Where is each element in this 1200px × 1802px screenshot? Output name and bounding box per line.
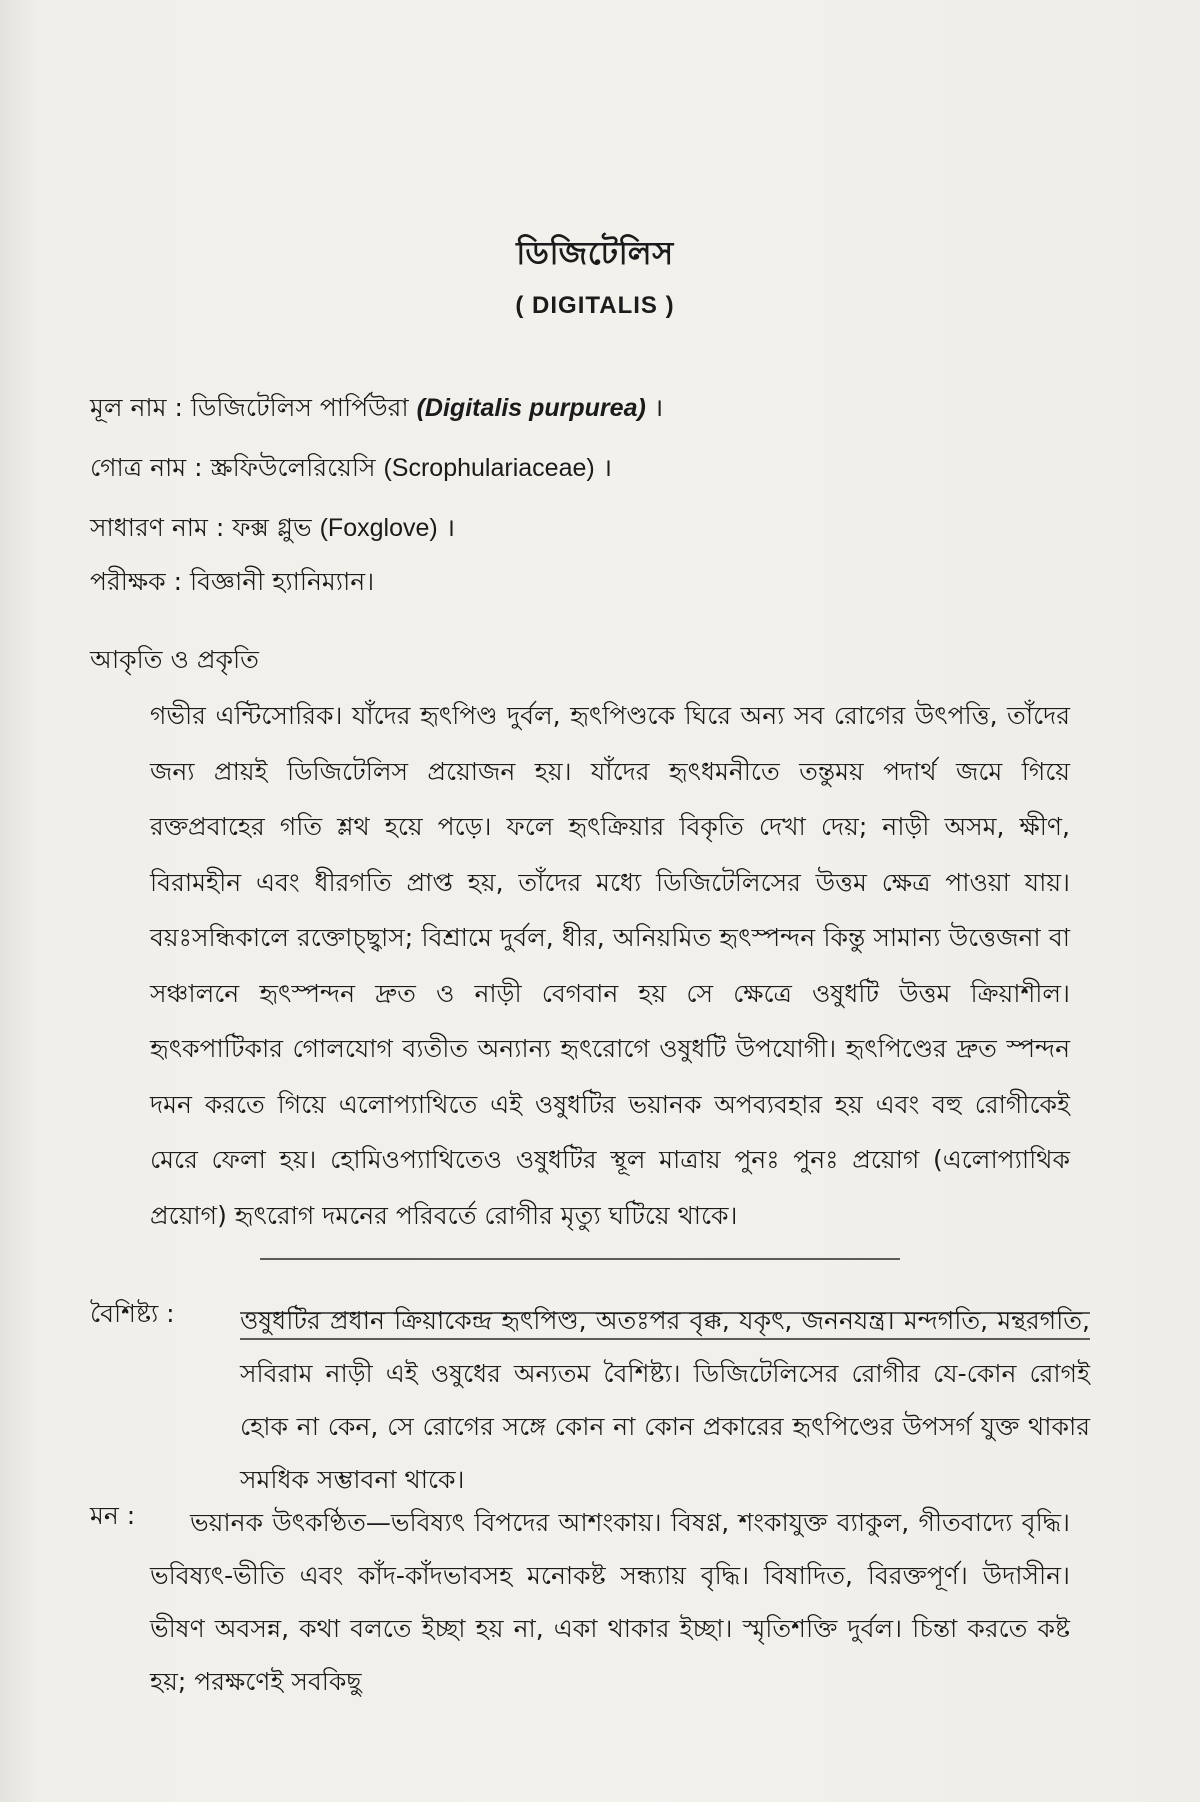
field-family-name-latin: (Scrophulariaceae) xyxy=(383,454,595,482)
field-common-name xyxy=(90,508,455,551)
paragraph-characteristic: ওষুধটির প্রধান ক্রিয়াকেন্দ্র হৃৎপিণ্ড, অতঃপর বৃক্ক, যকৃৎ, জননযন্ত্র। মন্দগতি, মন্থরগতি, সবিরাম নাড়ী এই ওষুধের অন্যতম বৈশিষ্ট্য। ডিজিটেলিসের রোগীর যে-কোন রোগই হোক না কেন, সে রোগের সঙ্গে কোন না কোন প্রকারের হৃৎপিণ্ডের উপসর্গ যুক্ত থাকার সমধিক সম্ভাবনা থাকে। xyxy=(240,1306,1090,1494)
field-common-name-english: (Foxglove) xyxy=(319,514,438,542)
field-family-name xyxy=(90,448,612,491)
field-original-name-end: । xyxy=(653,393,664,422)
page-title: ডিজিটেলিস xyxy=(516,234,674,272)
field-family-name-end: । xyxy=(602,453,613,482)
field-common-name-end: । xyxy=(445,513,456,542)
pen-underline xyxy=(260,1258,900,1260)
field-family-name-value: স্ক্রফিউলেরিয়েসি xyxy=(210,453,376,482)
field-common-name-value: ফক্স গ্লুভ xyxy=(232,513,312,542)
paragraph-mind-text: ভয়ানক উৎকণ্ঠিত—ভবিষ্যৎ বিপদের আশংকায়। বিষণ্ণ, শংকাযুক্ত ব্যাকুল, গীতবাদ্যে বৃদ্ধি। ভবিষ্যৎ-ভীতি এবং কাঁদ-কাঁদভাবসহ মনোকষ্ট সন্ধ্যায় বৃদ্ধি। বিষাদিত, বিরক্তপূর্ণ। উদাসীন। ভীষণ অবসন্ন, কথা বলতে ইচ্ছা হয় না, একা থাকার ইচ্ছা। স্মৃতিশক্তি দুর্বল। চিন্তা করতে কষ্ট হয়; পরক্ষণেই সবকিছু xyxy=(150,1508,1070,1696)
field-family-name-label: গোত্র নাম : xyxy=(90,453,203,482)
field-prover-label: পরীক্ষক : xyxy=(90,567,182,596)
field-original-name-latin: (Digitalis purpurea) xyxy=(416,394,646,422)
mind-label: মন : xyxy=(90,1501,136,1530)
field-prover-value: বিজ্ঞানী হ্যানিম্যান। xyxy=(189,567,375,596)
paragraph-nature: গভীর এন্টিসোরিক। যাঁদের হৃৎপিণ্ড দুর্বল, হৃৎপিণ্ডকে ঘিরে অন্য সব রোগের উৎপত্তি, তাঁদের জন্য প্রায়ই ডিজিটেলিস প্রয়োজন হয়। যাঁদের হৃৎধমনীতে তন্তুময় পদার্থ জমে গিয়ে রক্তপ্রবাহের গতি শ্লথ হয়ে পড়ে। ফলে হৃৎক্রিয়ার বিকৃতি দেখা দেয়; নাড়ী অসম, ক্ষীণ, বিরামহীন এবং ধীরগতি প্রাপ্ত হয়, তাঁদের মধ্যে ডিজিটেলিসের উত্তম ক্ষেত্র পাওয়া যায়। বয়ঃসন্ধিকালে রক্তোচ্ছ্বাস; বিশ্রামে দুর্বল, ধীর, অনিয়মিত হৃৎস্পন্দন কিন্তু সামান্য উত্তেজনা বা সঞ্চালনে হৃৎস্পন্দন দ্রুত ও নাড়ী বেগবান হয় সে ক্ষেত্রে ওষুধটি উত্তম ক্রিয়াশীল। হৃৎকপাটিকার গোলযোগ ব্যতীত অন্যান্য হৃৎরোগে ওষুধটি উপযোগী। হৃৎপিণ্ডের দ্রুত স্পন্দন দমন করতে গিয়ে এলোপ্যাথিতে এই ওষুধটির ভয়ানক অপব্যবহার হয় এবং বহু রোগীকেই মেরে ফেলা হয়। হোমিওপ্যাথিতেও ওষুধটির স্থূল মাত্রায় পুনঃ পুনঃ প্রয়োগ (এলোপ্যাথিক প্রয়োগ) হৃৎরোগ দমনের পরিবর্তে রোগীর মৃত্যু ঘটিয়ে থাকে। xyxy=(150,701,1070,1230)
field-original-name-value: ডিজিটেলিস পার্পিউরা xyxy=(190,393,409,422)
paragraph-mind xyxy=(150,1496,1070,1708)
section-heading-nature: আকৃতি ও প্রকৃতি xyxy=(90,645,259,674)
field-original-name-label: মূল নাম : xyxy=(90,393,183,422)
field-common-name-label: সাধারণ নাম : xyxy=(90,513,225,542)
page-subtitle: ( DIGITALIS ) xyxy=(515,292,675,319)
field-original-name xyxy=(90,388,663,431)
paragraph-characteristic-first xyxy=(240,1294,1090,1506)
characteristic-label: বৈশিষ্ট্য : xyxy=(90,1299,175,1328)
field-prover xyxy=(90,562,374,605)
